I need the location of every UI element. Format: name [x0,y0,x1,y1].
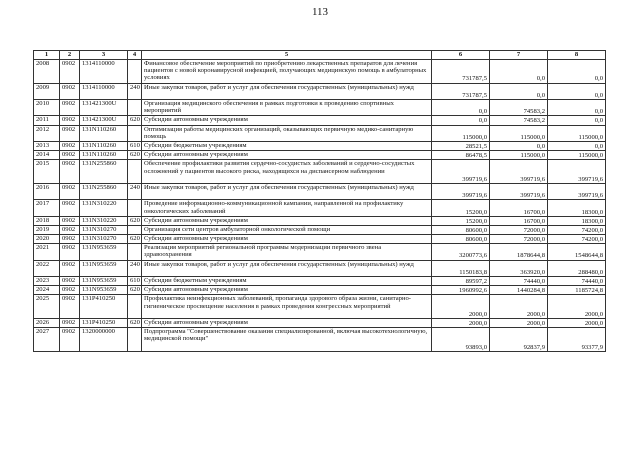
section-code-cell: 0902 [60,225,80,234]
amount-year3-cell: 1185724,8 [548,286,606,295]
table-row [34,235,606,244]
amount-year1-cell: 399719,6 [432,160,490,184]
amount-year3-cell: 2000,0 [548,319,606,328]
target-article-cell: 131N110260 [80,151,128,160]
row-number-cell: 2026 [34,319,60,328]
amount-year3-cell: 93377,9 [548,328,606,352]
header-cell: 1 [34,51,60,60]
expense-type-cell: 240 [128,183,142,199]
target-article-cell: 1320000000 [80,328,128,352]
row-number-cell: 2011 [34,116,60,125]
amount-year1-cell: 28521,5 [432,141,490,150]
section-code-cell: 0902 [60,319,80,328]
amount-year1-cell: 2000,0 [432,319,490,328]
amount-year3-cell: 74200,0 [548,225,606,234]
section-code-cell: 0902 [60,200,80,216]
amount-year2-cell: 16700,0 [490,200,548,216]
expense-type-cell [128,99,142,115]
expense-type-cell [128,160,142,184]
header-cell: 4 [128,51,142,60]
header-cell: 5 [142,51,432,60]
table-row [34,295,606,319]
row-number-cell: 2016 [34,183,60,199]
target-article-cell: 131N310270 [80,235,128,244]
section-code-cell: 0902 [60,328,80,352]
target-article-cell: 131421300U [80,99,128,115]
table-row [34,328,606,352]
row-number-cell: 2015 [34,160,60,184]
section-code-cell: 0902 [60,286,80,295]
row-number-cell: 2021 [34,244,60,260]
description-cell: Субсидии автономным учреждениям [142,151,432,160]
table-row [34,160,606,184]
target-article-cell: 131N310220 [80,200,128,216]
row-number-cell: 2018 [34,216,60,225]
section-code-cell: 0902 [60,83,80,99]
header-cell: 7 [490,51,548,60]
section-code-cell: 0902 [60,99,80,115]
section-code-cell: 0902 [60,60,80,84]
table-row [34,151,606,160]
description-cell: Субсидии бюджетным учреждениям [142,277,432,286]
row-number-cell: 2023 [34,277,60,286]
expense-type-cell [128,60,142,84]
expense-type-cell: 240 [128,260,142,276]
amount-year1-cell: 1960992,6 [432,286,490,295]
amount-year2-cell: 399719,6 [490,183,548,199]
target-article-cell: 131421300U [80,116,128,125]
amount-year1-cell: 15200,0 [432,216,490,225]
target-article-cell: 131N255860 [80,160,128,184]
amount-year1-cell: 0,0 [432,116,490,125]
header-cell: 3 [80,51,128,60]
target-article-cell: 131N310270 [80,225,128,234]
amount-year3-cell: 115000,0 [548,151,606,160]
expense-type-cell: 620 [128,216,142,225]
amount-year2-cell: 1878644,8 [490,244,548,260]
description-cell: Субсидии автономным учреждениям [142,286,432,295]
amount-year2-cell: 115000,0 [490,125,548,141]
target-article-cell: 131P410250 [80,319,128,328]
amount-year2-cell: 0,0 [490,83,548,99]
amount-year3-cell: 399719,6 [548,183,606,199]
section-code-cell: 0902 [60,125,80,141]
amount-year1-cell: 80600,0 [432,235,490,244]
header-cell: 2 [60,51,80,60]
amount-year2-cell: 115000,0 [490,151,548,160]
table-row [34,244,606,260]
amount-year1-cell: 80600,0 [432,225,490,234]
amount-year2-cell: 74583,2 [490,99,548,115]
amount-year1-cell: 93893,0 [432,328,490,352]
header-cell: 6 [432,51,490,60]
table-row [34,260,606,276]
row-number-cell: 2019 [34,225,60,234]
expense-type-cell [128,125,142,141]
row-number-cell: 2009 [34,83,60,99]
section-code-cell: 0902 [60,277,80,286]
amount-year1-cell: 115000,0 [432,125,490,141]
description-cell: Организация сети центров амбулаторной онкологической помощи [142,225,432,234]
amount-year1-cell: 89597,2 [432,277,490,286]
section-code-cell: 0902 [60,183,80,199]
expense-type-cell [128,244,142,260]
expense-type-cell [128,225,142,234]
amount-year3-cell: 18300,0 [548,216,606,225]
table-row [34,60,606,84]
amount-year1-cell: 0,0 [432,99,490,115]
amount-year1-cell: 15200,0 [432,200,490,216]
amount-year3-cell: 0,0 [548,99,606,115]
amount-year1-cell: 731787,5 [432,83,490,99]
section-code-cell: 0902 [60,151,80,160]
expense-type-cell: 610 [128,141,142,150]
amount-year1-cell: 3200773,6 [432,244,490,260]
amount-year2-cell: 0,0 [490,60,548,84]
section-code-cell: 0902 [60,244,80,260]
amount-year3-cell: 74200,0 [548,235,606,244]
target-article-cell: 131N953659 [80,260,128,276]
description-cell: Финансовое обеспечение мероприятий по приобретению лекарственных препаратов для лечения пациентов с новой коронавирусной инфекцией, получающих медицинскую помощь в амбулаторных условиях [142,60,432,84]
amount-year1-cell: 1150183,8 [432,260,490,276]
target-article-cell: 131N310220 [80,216,128,225]
row-number-cell: 2020 [34,235,60,244]
description-cell: Субсидии бюджетным учреждениям [142,141,432,150]
amount-year2-cell: 0,0 [490,141,548,150]
amount-year2-cell: 16700,0 [490,216,548,225]
amount-year2-cell: 363920,0 [490,260,548,276]
amount-year2-cell: 1440284,8 [490,286,548,295]
header-cell: 8 [548,51,606,60]
target-article-cell: 131N953659 [80,244,128,260]
amount-year2-cell: 72000,0 [490,225,548,234]
amount-year2-cell: 399719,6 [490,160,548,184]
amount-year3-cell: 288480,0 [548,260,606,276]
row-number-cell: 2024 [34,286,60,295]
table-row [34,225,606,234]
table-row [34,116,606,125]
row-number-cell: 2017 [34,200,60,216]
budget-table [33,50,606,352]
table-row [34,141,606,150]
amount-year3-cell: 74440,0 [548,277,606,286]
amount-year3-cell: 0,0 [548,83,606,99]
amount-year3-cell: 399719,6 [548,160,606,184]
amount-year2-cell: 72000,0 [490,235,548,244]
description-cell: Субсидии автономным учреждениям [142,216,432,225]
row-number-cell: 2025 [34,295,60,319]
row-number-cell: 2012 [34,125,60,141]
target-article-cell: 1314110000 [80,83,128,99]
row-number-cell: 2027 [34,328,60,352]
expense-type-cell: 620 [128,319,142,328]
expense-type-cell: 620 [128,151,142,160]
target-article-cell: 131N110260 [80,125,128,141]
expense-type-cell [128,328,142,352]
description-cell: Иные закупки товаров, работ и услуг для обеспечения государственных (муниципальных) нужд [142,83,432,99]
target-article-cell: 131N110260 [80,141,128,150]
amount-year3-cell: 18300,0 [548,200,606,216]
target-article-cell: 131N255860 [80,183,128,199]
amount-year2-cell: 74583,2 [490,116,548,125]
description-cell: Иные закупки товаров, работ и услуг для обеспечения государственных (муниципальных) нужд [142,183,432,199]
amount-year3-cell: 2000,0 [548,295,606,319]
amount-year1-cell: 399719,6 [432,183,490,199]
description-cell: Обеспечение профилактики развития сердечно-сосудистых заболеваний и сердечно-сосудистых осложнений у пациентов высокого риска, находящихся на диспансерном наблюдении [142,160,432,184]
table-row [34,216,606,225]
amount-year3-cell: 0,0 [548,60,606,84]
expense-type-cell: 620 [128,286,142,295]
description-cell: Оптимизация работы медицинских организаций, оказывающих первичную медико-санитарную помощь [142,125,432,141]
amount-year2-cell: 74440,0 [490,277,548,286]
description-cell: Субсидии автономным учреждениям [142,116,432,125]
amount-year2-cell: 2000,0 [490,295,548,319]
row-number-cell: 2014 [34,151,60,160]
description-cell: Иные закупки товаров, работ и услуг для обеспечения государственных (муниципальных) нужд [142,260,432,276]
table-row [34,286,606,295]
amount-year1-cell: 86478,5 [432,151,490,160]
table-row [34,183,606,199]
table-header-row [34,51,606,60]
expense-type-cell: 620 [128,235,142,244]
section-code-cell: 0902 [60,141,80,150]
table-row [34,99,606,115]
section-code-cell: 0902 [60,116,80,125]
target-article-cell: 131N953659 [80,286,128,295]
description-cell: Реализация мероприятий региональной программы модернизации первичного звена здравоохранения [142,244,432,260]
amount-year2-cell: 2000,0 [490,319,548,328]
amount-year3-cell: 0,0 [548,116,606,125]
table-row [34,200,606,216]
table-row [34,319,606,328]
description-cell: Проведение информационно-коммуникационной кампании, направленной на профилактику онкологических заболеваний [142,200,432,216]
expense-type-cell [128,295,142,319]
row-number-cell: 2010 [34,99,60,115]
amount-year3-cell: 0,0 [548,141,606,150]
expense-type-cell [128,200,142,216]
amount-year3-cell: 115000,0 [548,125,606,141]
table-row [34,125,606,141]
row-number-cell: 2008 [34,60,60,84]
description-cell: Подпрограмма "Совершенствование оказания специализированной, включая высокотехнологичную, медицинской помощи" [142,328,432,352]
target-article-cell: 131N953659 [80,277,128,286]
expense-type-cell: 240 [128,83,142,99]
description-cell: Профилактика неинфекционных заболеваний, пропаганда здорового образа жизни, санитарно-гигиеническое просвещение населения в рамках проведения конгрессных мероприятий [142,295,432,319]
amount-year1-cell: 731787,5 [432,60,490,84]
row-number-cell: 2013 [34,141,60,150]
amount-year2-cell: 92837,9 [490,328,548,352]
target-article-cell: 131P410250 [80,295,128,319]
description-cell: Субсидии автономным учреждениям [142,235,432,244]
target-article-cell: 1314110000 [80,60,128,84]
description-cell: Субсидии автономным учреждениям [142,319,432,328]
section-code-cell: 0902 [60,295,80,319]
section-code-cell: 0902 [60,235,80,244]
table-row [34,83,606,99]
amount-year1-cell: 2000,0 [432,295,490,319]
section-code-cell: 0902 [60,216,80,225]
description-cell: Организация медицинского обеспечения в рамках подготовки к проведению спортивных мероприятий [142,99,432,115]
page-number: 113 [311,6,329,18]
amount-year3-cell: 1548644,8 [548,244,606,260]
section-code-cell: 0902 [60,160,80,184]
table-row [34,277,606,286]
row-number-cell: 2022 [34,260,60,276]
section-code-cell: 0902 [60,260,80,276]
expense-type-cell: 620 [128,116,142,125]
expense-type-cell: 610 [128,277,142,286]
